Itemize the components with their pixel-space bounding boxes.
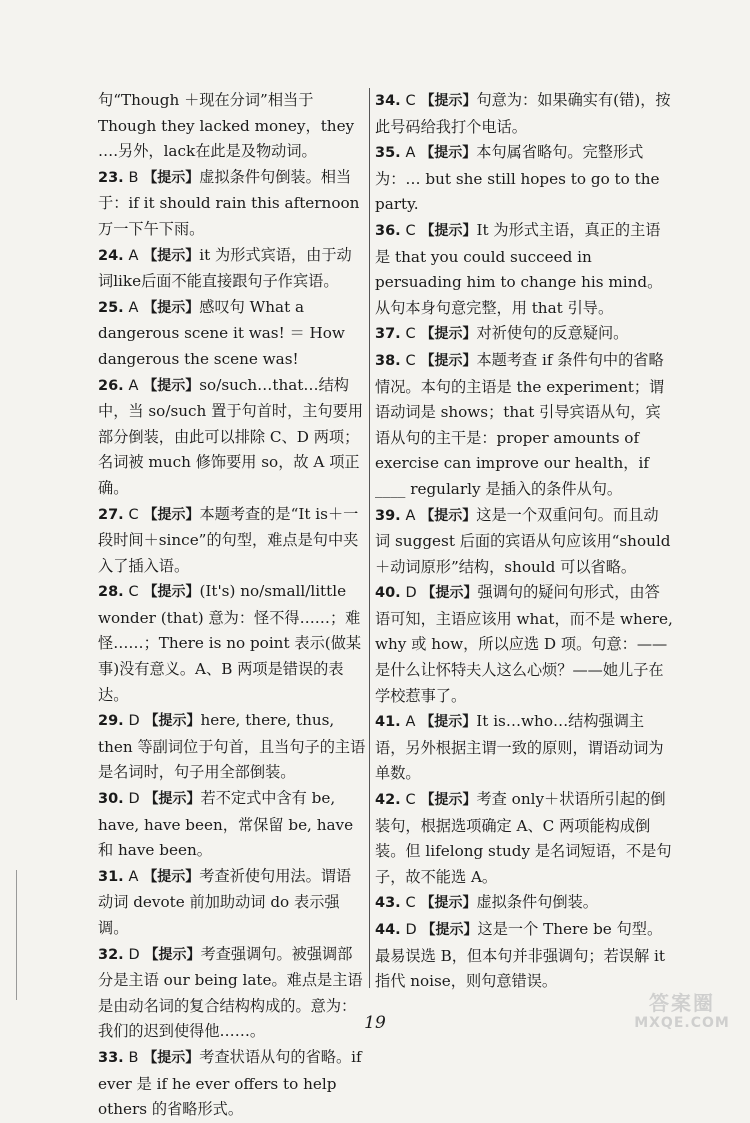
explanation-text: (It's) no/small/little wonder (that) 意为：怪不得……；难怪……；There is no point 表示(做某事)没有意义。A、B 两项是错误的表达。 [98, 582, 362, 704]
hint-label: 【提示】 [420, 222, 477, 239]
question-number: 23. [98, 169, 124, 186]
answer-letter: D [405, 922, 417, 938]
explanation-text: 这是一个双重问句。而且动词 suggest 后面的宾语从句应该用“should＋动词原形”结构，should 可以省略。 [375, 505, 671, 576]
question-number: 33. [98, 1049, 124, 1066]
answer-item [98, 502, 366, 580]
hint-label: 【提示】 [420, 792, 477, 809]
answer-item [375, 348, 673, 503]
answer-letter: C [405, 895, 416, 912]
explanation-text: 若不定式中含有 be, have, have been，常保留 be, have 和 have been。 [98, 789, 358, 860]
answer-letter: C [405, 352, 416, 369]
hint-label: 【提示】 [420, 714, 477, 731]
hint-label: 【提示】 [420, 507, 477, 524]
answer-item [375, 140, 673, 218]
explanation-text: 句意为：如果确实有(错)，按此号码给我打个电话。 [375, 91, 671, 136]
question-number: 43. [375, 895, 401, 912]
explanation-text: 句“Though ＋现在分词”相当于Though they lacked money，they ….另外，lack在此是及物动词。 [98, 91, 359, 161]
hint-label: 【提示】 [143, 377, 200, 394]
answer-item [98, 864, 366, 942]
question-number: 35. [375, 145, 401, 162]
answer-letter: A [128, 377, 139, 394]
explanation-text: 虚拟条件句倒装。相当于：if it should rain this afternoon 万一下午下雨。 [98, 167, 365, 238]
answer-item [98, 579, 366, 708]
answer-letter: A [405, 507, 416, 524]
answer-item [98, 295, 366, 373]
explanation-text: 感叹句 What a dangerous scene it was! ＝ How dangerous the scene was! [98, 297, 350, 368]
answer-letter: A [128, 247, 139, 264]
answer-letter: C [128, 506, 139, 523]
hint-label: 【提示】 [143, 1049, 200, 1066]
column-divider [369, 88, 370, 988]
answer-item [375, 787, 673, 890]
answer-letter: D [405, 585, 417, 602]
hint-label: 【提示】 [143, 299, 200, 316]
question-number: 42. [375, 792, 401, 809]
explanation-text: so/such…that…结构中，当 so/such 置于句首时，主句要用部分倒装，由此可以排除 C、D 两项；名词被 much 修饰要用 so，故 A 项正确。 [98, 375, 364, 497]
hint-label: 【提示】 [143, 169, 200, 186]
answer-item [375, 218, 673, 321]
answer-letter: A [405, 145, 416, 162]
explanation-text: 考查 only＋状语所引起的倒装句，根据选项确定 A、C 两项能构成倒装。但 lifelong study 是名词短语，不是句子，故不能选 A。 [375, 790, 672, 886]
answer-item [375, 580, 678, 709]
hint-label: 【提示】 [143, 584, 200, 601]
answer-item [375, 321, 673, 348]
question-number: 28. [98, 584, 124, 601]
question-number: 29. [98, 713, 124, 730]
answer-item [98, 165, 366, 243]
answer-letter: C [405, 326, 416, 343]
question-number: 31. [98, 868, 124, 885]
answer-letter: C [405, 222, 416, 239]
explanation-text: 这是一个 There be 句型。最易误选 B，但本句并非强调句；若误解 it 指代 noise，则句意错误。 [375, 920, 670, 991]
explanation-text: 本题考查 if 条件句中的省略情况。本句的主语是 the experiment；谓语动词是 shows；that 引导宾语从句，宾语从句的主干是：proper amounts of exercise can improve our health，if ____ regularly 是插入的条件从句。 [375, 350, 665, 498]
answer-item [375, 917, 673, 995]
answer-letter: C [405, 792, 416, 809]
answer-item [98, 708, 366, 786]
answer-letter: C [128, 584, 139, 601]
question-number: 40. [375, 585, 401, 602]
hint-label: 【提示】 [421, 922, 478, 938]
explanation-text: 强调句的疑问句形式，由答语可知，主语应该用 what，而不是 where, why 或 how，所以应选 D 项。句意：——是什么让怀特夫人这么心烦？——她儿子在学校惹事了。 [375, 583, 678, 705]
explanation-text: 本句属省略句。完整形式为：… but she still hopes to go to the party. [375, 143, 665, 214]
answer-item [98, 243, 366, 295]
question-number: 44. [375, 922, 401, 938]
hint-label: 【提示】 [144, 713, 201, 730]
answer-letter: C [405, 93, 416, 109]
hint-label: 【提示】 [420, 326, 477, 343]
hint-label: 【提示】 [420, 93, 477, 109]
explanation-text: it 为形式宾语，由于动词like后面不能直接跟句子作宾语。 [98, 245, 352, 291]
question-number: 39. [375, 507, 401, 524]
answer-item [375, 709, 673, 787]
question-number: 30. [98, 791, 124, 808]
right-column [375, 88, 678, 995]
question-number: 34. [375, 93, 401, 109]
question-number: 32. [98, 946, 124, 963]
answer-item [375, 890, 673, 917]
answer-item [98, 1045, 366, 1123]
answer-item [375, 88, 673, 140]
question-number: 24. [98, 247, 124, 264]
hint-label: 【提示】 [144, 791, 201, 808]
answer-letter: A [405, 714, 416, 731]
answer-item [375, 503, 673, 581]
answer-letter: B [128, 169, 139, 186]
hint-label: 【提示】 [143, 506, 200, 523]
explanation-text: 考查状语从句的省略。if ever 是 if he ever offers to help others 的省略形式。 [98, 1047, 367, 1119]
explanation-text: 考查祈使句用法。谓语动词 devote 前加助动词 do 表示强调。 [98, 866, 352, 937]
explanation-text: here, there, thus, then 等副词位于句首，且当句子的主语是名词时，句子用全部倒装。 [98, 711, 366, 782]
question-number: 36. [375, 222, 401, 239]
answer-item [98, 373, 366, 502]
hint-label: 【提示】 [420, 352, 477, 369]
page-number: 19 [364, 1013, 386, 1033]
answer-letter: A [128, 299, 139, 316]
answer-letter: D [128, 946, 140, 963]
left-column [98, 88, 366, 1123]
explanation-text: 虚拟条件句倒装。 [476, 893, 598, 912]
explanation-text: 考查强调句。被强调部分是主语 our being late。难点是主语是由动名词的复合结构构成的。意为：我们的迟到使得他……。 [98, 944, 363, 1041]
hint-label: 【提示】 [143, 868, 200, 885]
question-number: 37. [375, 326, 401, 343]
hint-label: 【提示】 [420, 895, 477, 912]
watermark-line1: 答案圈 [649, 991, 715, 1015]
question-number: 27. [98, 506, 124, 523]
question-number: 38. [375, 352, 401, 369]
question-number: 26. [98, 377, 124, 394]
scan-edge-line [16, 870, 17, 1000]
answer-letter: B [128, 1049, 139, 1066]
explanation-text: It 为形式主语，真正的主语是 that you could succeed in persuading him to change his mind。从句本身句意完整，用 that 引导。 [375, 220, 663, 317]
question-number: 41. [375, 714, 401, 731]
hint-label: 【提示】 [420, 145, 477, 162]
hint-label: 【提示】 [421, 585, 478, 602]
watermark-line2: MXQE.COM [634, 1015, 730, 1031]
answer-letter: A [128, 868, 139, 885]
hint-label: 【提示】 [144, 946, 201, 963]
answer-letter: D [128, 713, 140, 730]
explanation-text: It is…who…结构强调主语，另外根据主谓一致的原则，谓语动词为单数。 [375, 712, 664, 783]
hint-label: 【提示】 [143, 247, 200, 264]
answer-letter: D [128, 791, 140, 808]
answer-item [98, 786, 366, 864]
watermark-logo [622, 993, 742, 1041]
question-number: 25. [98, 299, 124, 316]
explanation-text: 本题考查的是“It is＋一段时间＋since”的句型，难点是句中夹入了插入语。 [98, 504, 359, 575]
answer-item [98, 88, 366, 165]
explanation-text: 对祈使句的反意疑问。 [476, 324, 629, 343]
